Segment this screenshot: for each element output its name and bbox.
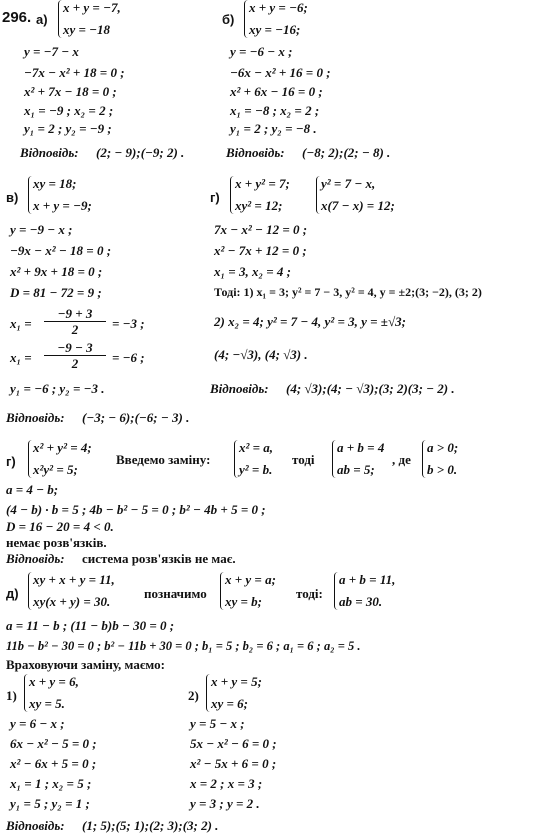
part-v-answer-label: Відповідь: [6, 410, 65, 425]
part-d-answer-label: Відповідь: [6, 818, 65, 833]
part-g2-where: , де [392, 452, 411, 467]
part-g1-answer: (4; √3);(4; − √3);(3; 2)(3; − 2) . [286, 381, 455, 396]
part-d-case-2-step-3: x² − 5x + 6 = 0 ; [190, 756, 277, 771]
part-d-step-3: Враховуючи заміну, маємо: [6, 657, 165, 672]
part-g1-answer-label: Відповідь: [210, 381, 269, 396]
part-g2-conditions: a > 0; b > 0. [422, 440, 458, 478]
part-d-case-1-step-4: x₁ = 1 ; x₂ = 5 ; [10, 776, 92, 791]
part-v-x1-result: = −3 ; [112, 316, 145, 331]
part-d-label: д) [6, 586, 19, 601]
part-a-label: а) [36, 12, 48, 27]
part-d-case-1-step-1: y = 6 − x ; [10, 716, 65, 731]
part-a-system: x + y = −7, xy = −18 [58, 0, 121, 38]
part-g1-label: г) [210, 190, 220, 205]
part-d-substitution: x + y = a; xy = b; [220, 572, 276, 610]
part-g1-step-2: x² − 7x + 12 = 0 ; [214, 243, 307, 258]
part-a-step-2: −7x − x² + 18 = 0 ; [24, 65, 125, 80]
part-a-answer-label: Відповідь: [20, 145, 79, 160]
part-g2-then: тоді [292, 452, 315, 467]
part-b-step-1: y = −6 − x ; [230, 44, 293, 59]
part-v-system: xy = 18; x + y = −9; [28, 176, 92, 214]
part-g2-step-1: a = 4 − b; [6, 482, 59, 497]
part-g1-step-1: 7x − x² − 12 = 0 ; [214, 222, 308, 237]
part-d-case-1-label: 1) [6, 688, 17, 703]
part-v-step-4: D = 81 − 72 = 9 ; [10, 285, 102, 300]
part-g1-then-1: Тоді: 1) x₁ = 3; y² = 7 − 3, y² = 4, y = ±2;(3; −2), (3; 2) [214, 285, 482, 299]
part-b-step-4: x₁ = −8 ; x₂ = 2 ; [230, 103, 320, 118]
part-v-answer: (−3; − 6);(−6; − 3) . [82, 410, 190, 425]
part-d-case-2-system: x + y = 5; xy = 6; [206, 674, 262, 712]
part-b-label: б) [222, 12, 235, 27]
part-v-x2-numerator: −9 − 3 [44, 340, 106, 356]
part-d-then: тоді: [296, 586, 323, 601]
part-d-step-2: 11b − b² − 30 = 0 ; b² − 11b + 30 = 0 ; b₁ = 5 ; b₂ = 6 ; a₁ = 6 ; a₂ = 5 . [6, 639, 361, 653]
part-d-case-1-step-3: x² − 6x + 5 = 0 ; [10, 756, 97, 771]
part-g2-substitution: x² = a, y² = b. [234, 440, 273, 478]
part-v-step-2: −9x − x² − 18 = 0 ; [10, 243, 112, 258]
part-v-x2-prefix: x₁ = [10, 350, 32, 365]
part-g1-then-2: 2) x₂ = 4; y² = 7 − 4, y² = 3, y = ±√3; [214, 314, 406, 329]
part-d-system: xy + x + y = 11, xy(x + y) = 30. [28, 572, 115, 610]
part-b-answer-label: Відповідь: [226, 145, 285, 160]
part-g1-system: x + y² = 7; xy² = 12; [230, 176, 290, 214]
part-b-step-3: x² + 6x − 16 = 0 ; [230, 84, 323, 99]
part-v-x1-fraction [44, 306, 106, 337]
part-d-ab-system: a + b = 11, ab = 30. [334, 572, 395, 610]
part-v-x2-fraction [44, 340, 106, 371]
part-d-intro: позначимо [144, 586, 207, 601]
part-v-x1-numerator: −9 + 3 [44, 306, 106, 322]
part-g2-step-3: D = 16 − 20 = 4 < 0. [6, 519, 114, 534]
part-b-system: x + y = −6; xy = −16; [244, 0, 308, 38]
part-g2-intro: Введемо заміну: [116, 452, 211, 467]
part-v-x2-denominator: 2 [71, 356, 79, 371]
part-a-step-5: y₁ = 2 ; y₂ = −9 ; [24, 121, 112, 136]
part-g1-pairs: (4; −√3), (4; √3) . [214, 347, 308, 362]
problem-number: 296. [2, 9, 32, 26]
part-d-case-1-step-2: 6x − x² − 5 = 0 ; [10, 736, 97, 751]
part-g1-step-3: x₁ = 3, x₂ = 4 ; [214, 264, 291, 279]
part-g2-step-2: (4 − b) · b = 5 ; 4b − b² − 5 = 0 ; b² − 4b + 5 = 0 ; [6, 502, 266, 517]
part-a-answer: (2; − 9);(−9; 2) . [96, 145, 185, 160]
part-v-label: в) [6, 190, 19, 205]
part-g2-answer: система розв'язків не має. [82, 551, 236, 566]
part-d-case-2-step-4: x = 2 ; x = 3 ; [190, 776, 263, 791]
part-a-step-1: y = −7 − x [24, 44, 79, 59]
part-v-x1-prefix: x₁ = [10, 316, 32, 331]
part-d-case-2-step-2: 5x − x² − 6 = 0 ; [190, 736, 277, 751]
part-b-step-2: −6x − x² + 16 = 0 ; [230, 65, 331, 80]
part-v-x1-denominator: 2 [71, 322, 79, 337]
part-d-case-1-step-5: y₁ = 5 ; y₂ = 1 ; [10, 796, 90, 811]
part-g1-system-2: y² = 7 − x, x(7 − x) = 12; [316, 176, 395, 214]
part-d-case-2-label: 2) [188, 688, 199, 703]
part-d-answer: (1; 5);(5; 1);(2; 3);(3; 2) . [82, 818, 219, 833]
part-d-case-1-system: x + y = 6, xy = 5. [24, 674, 79, 712]
part-g2-label: г) [6, 454, 16, 469]
part-d-case-2-step-5: y = 3 ; y = 2 . [190, 796, 260, 811]
part-g2-step-4: немає розв'язків. [6, 535, 107, 550]
part-b-answer: (−8; 2);(2; − 8) . [302, 145, 391, 160]
part-d-step-1: a = 11 − b ; (11 − b)b − 30 = 0 ; [6, 618, 175, 633]
part-g2-answer-label: Відповідь: [6, 551, 65, 566]
part-d-case-2-step-1: y = 5 − x ; [190, 716, 245, 731]
part-g2-ab-system: a + b = 4 ab = 5; [332, 440, 384, 478]
part-v-step-1: y = −9 − x ; [10, 222, 73, 237]
part-v-y-values: y₁ = −6 ; y₂ = −3 . [10, 381, 105, 396]
part-v-x2-result: = −6 ; [112, 350, 145, 365]
part-g2-system: x² + y² = 4; x²y² = 5; [28, 440, 92, 478]
part-b-step-5: y₁ = 2 ; y₂ = −8 . [230, 121, 317, 136]
part-v-step-3: x² + 9x + 18 = 0 ; [10, 264, 103, 279]
part-a-step-4: x₁ = −9 ; x₂ = 2 ; [24, 103, 114, 118]
part-a-step-3: x² + 7x − 18 = 0 ; [24, 84, 117, 99]
